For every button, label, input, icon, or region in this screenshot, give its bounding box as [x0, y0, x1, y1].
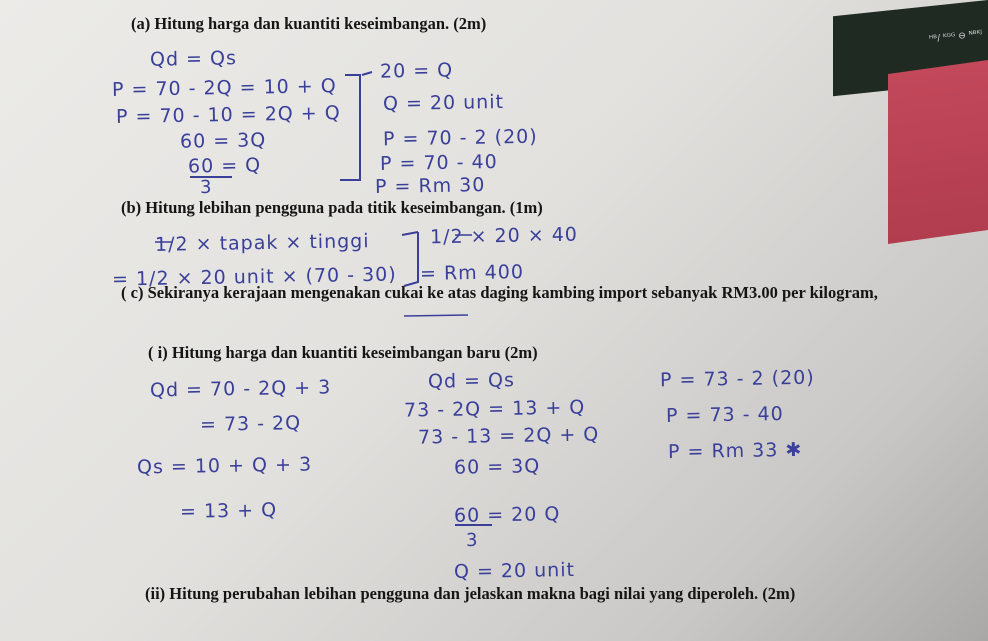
hw-ci-6: 73 - 2Q = 13 + Q [403, 396, 586, 422]
hw-a-r5: P = Rm 30 [374, 174, 486, 198]
hw-b-1: 1/2 × tapak × tinggi [154, 230, 370, 256]
hw-ci-1: Qd = 70 - 2Q + 3 [149, 376, 332, 402]
hw-ci-9: 60 = 20 Q [453, 503, 561, 527]
hw-ci-13: P = 73 - 40 [665, 402, 784, 428]
hw-ci-12: P = 73 - 2 (20) [659, 366, 815, 392]
hw-a-4: 60 = 3Q [179, 129, 267, 153]
question-b: (b) Hitung lebihan pengguna pada titik keseimbangan. (1m) [121, 198, 543, 217]
hw-a-r4: P = 70 - 40 [379, 150, 498, 176]
question-c: ( c) Sekiranya kerajaan mengenakan cukai ke atas daging kambing import sebanyak RM3.00 per kilogram, [121, 283, 878, 302]
hw-ci-5: Qd = Qs [427, 369, 516, 393]
question-c-i: ( i) Hitung harga dan kuantiti keseimbangan baru (2m) [148, 343, 538, 362]
hw-a-r2: Q = 20 unit [382, 90, 505, 116]
question-c-ii: (ii) Hitung perubahan lebihan pengguna dan jelaskan makna bagi nilai yang diperoleh. (2m) [145, 584, 796, 603]
hw-a-5: 60 = Q [187, 154, 262, 178]
hw-a-r1: 20 = Q [379, 59, 454, 83]
hw-a-1: Qd = Qs [149, 47, 238, 71]
hw-b-r2: = Rm 400 [419, 261, 525, 285]
hw-ci-4: = 13 + Q [179, 499, 278, 523]
hw-ci-7: 73 - 13 = 2Q + Q [417, 423, 600, 449]
hw-a-6: 3 [199, 176, 213, 199]
hw-b-r1: 1/2 × 20 × 40 [429, 223, 579, 249]
corner-label: ᴴᴮ/ ᴷᴳᴳ ⊖ ᴺᴮᴷᴶ [928, 29, 983, 45]
hw-ci-10: 3 [465, 529, 479, 552]
hw-ci-14: P = Rm 33 ✱ [667, 438, 803, 464]
question-a: (a) Hitung harga dan kuantiti keseimbangan. (2m) [131, 14, 487, 33]
hw-ci-2: = 73 - 2Q [199, 412, 302, 436]
hw-a-r3: P = 70 - 2 (20) [382, 125, 538, 151]
hw-ci-3: Qs = 10 + Q + 3 [136, 453, 313, 479]
hw-b-2: = 1/2 × 20 unit × (70 - 30) [111, 263, 397, 291]
hw-ci-8: 60 = 3Q [453, 455, 541, 479]
hw-ci-11: Q = 20 unit [453, 558, 576, 584]
hw-a-3: P = 70 - 10 = 2Q + Q [115, 102, 341, 128]
hw-a-2: P = 70 - 2Q = 10 + Q [111, 75, 337, 101]
